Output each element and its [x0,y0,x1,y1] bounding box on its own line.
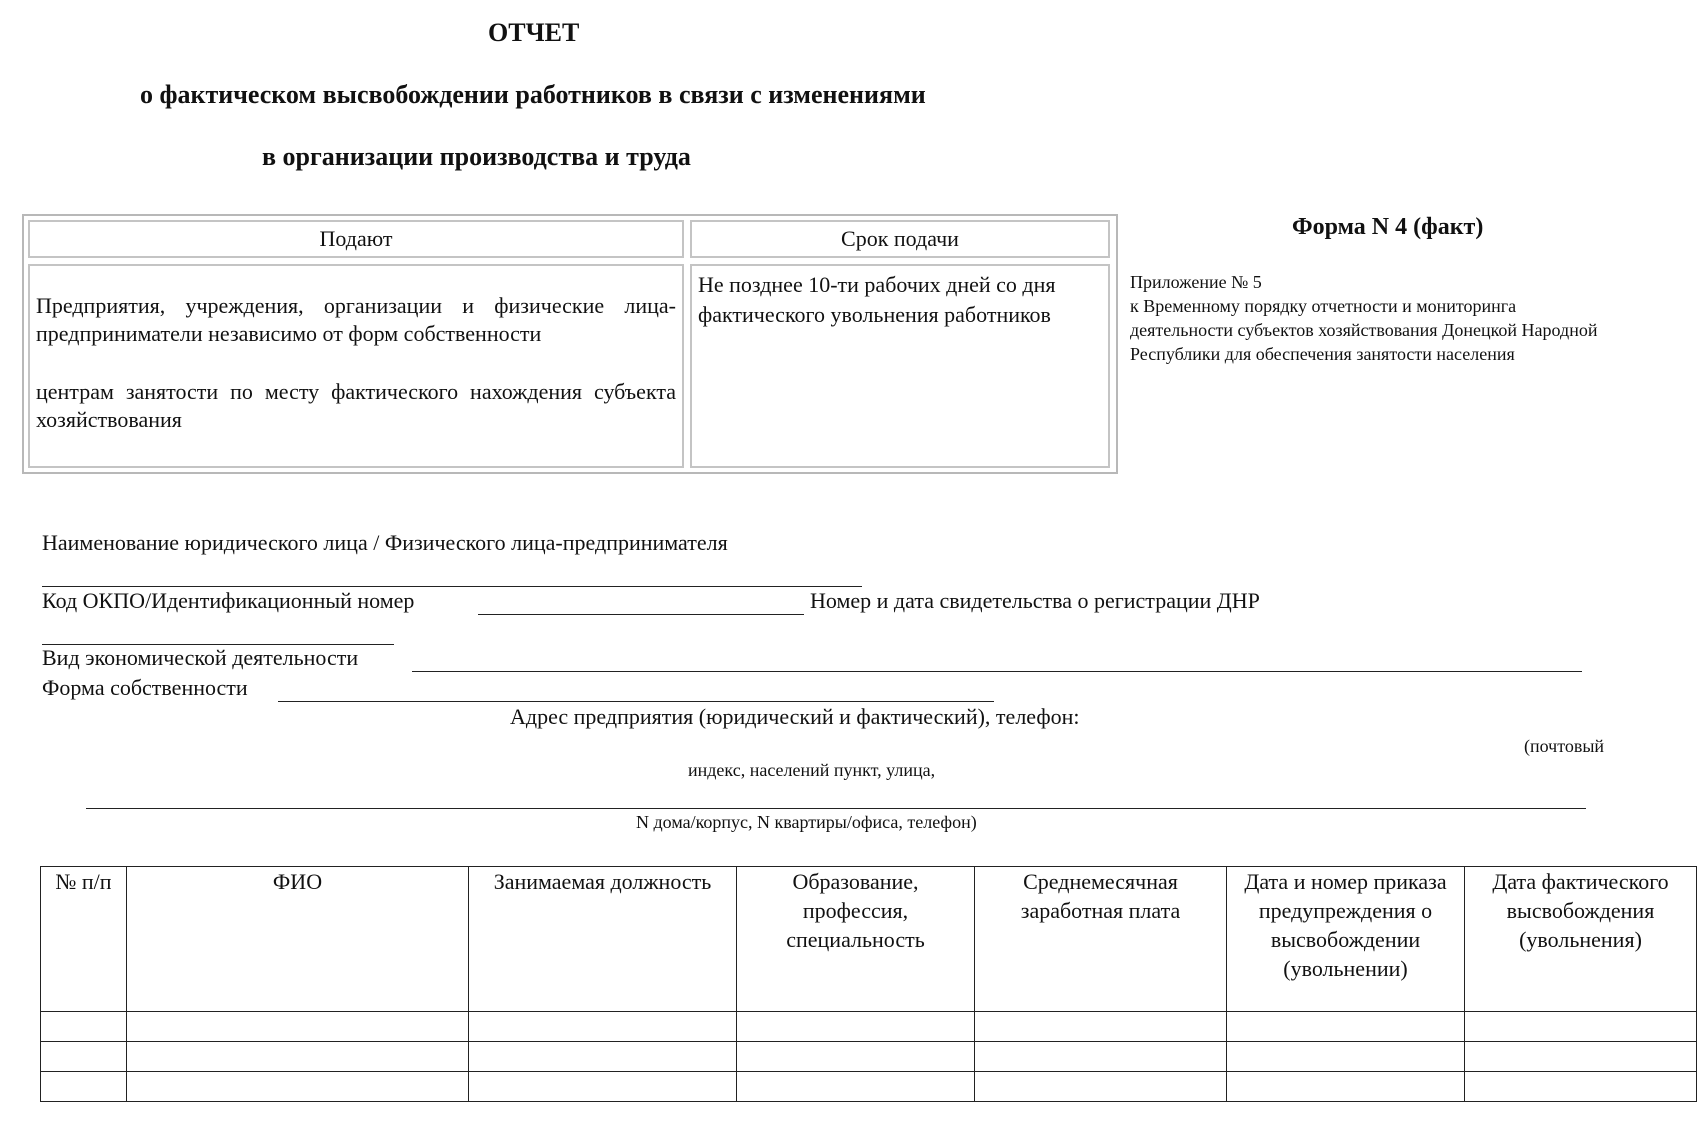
table-cell[interactable] [127,1012,469,1042]
address-hint-postal: (почтовый [1524,736,1605,756]
table-cell[interactable] [1227,1072,1465,1102]
appendix-text: к Временному порядку отчетности и мониторинга деятельности субъектов хозяйствования Донецкой Народной Республики для обеспечения занятости населения [1130,296,1598,364]
report-subtitle-line2: в организации производства и труда [262,142,691,171]
table-cell[interactable] [41,1012,127,1042]
table-cell[interactable] [975,1072,1227,1102]
table-cell[interactable] [975,1012,1227,1042]
submitters-header: Подают [28,220,684,258]
report-title: ОТЧЕТ [488,18,580,47]
submission-table [22,214,1118,474]
table-cell[interactable] [737,1042,975,1072]
address-hint-house: N дома/корпус, N квартиры/офиса, телефон) [636,812,977,832]
table-cell[interactable] [1465,1012,1697,1042]
deadline-header: Срок подачи [690,220,1110,258]
ownership-label: Форма собственности [42,675,248,700]
recipients-text: центрам занятости по месту фактического нахождения субъекта хозяйствования [36,379,676,432]
ownership-input-line[interactable] [278,701,994,702]
submitters-cell [28,264,684,468]
activity-label: Вид экономической деятельности [42,645,359,670]
table-row [41,1072,1697,1102]
entity-name-input-line[interactable] [42,586,862,587]
address-input-line[interactable] [86,808,1586,809]
address-label: Адрес предприятия (юридический и фактический), телефон: [510,704,1080,729]
table-cell[interactable] [975,1042,1227,1072]
table-cell[interactable] [469,1042,737,1072]
table-cell[interactable] [1227,1012,1465,1042]
registration-label: Номер и дата свидетельства о регистрации ДНР [810,588,1260,613]
table-row [41,1012,1697,1042]
employees-table [40,866,1697,1102]
table-cell[interactable] [127,1072,469,1102]
column-header-dismissal-date: Дата фактического высвобождения (увольнения) [1465,867,1697,1012]
table-cell[interactable] [127,1042,469,1072]
table-cell[interactable] [737,1072,975,1102]
address-hint-locality: индекс, населений пункт, улица, [688,760,936,780]
column-header-number: № п/п [41,867,127,1012]
table-cell[interactable] [469,1012,737,1042]
table-cell[interactable] [469,1072,737,1102]
table-cell[interactable] [1227,1042,1465,1072]
form-number: Форма N 4 (факт) [1292,214,1484,240]
table-row [41,1042,1697,1072]
okpo-label: Код ОКПО/Идентификационный номер [42,588,415,613]
column-header-warning-order: Дата и номер приказа предупреждения о высвобождении (увольнении) [1227,867,1465,1012]
column-header-education: Образование, профессия, специальность [737,867,975,1012]
activity-input-line[interactable] [412,671,1582,672]
entity-name-label: Наименование юридического лица / Физического лица-предпринимателя [42,530,728,555]
column-header-salary: Среднемесячная заработная плата [975,867,1227,1012]
submitters-text: Предприятия, учреждения, организации и физические лица-предприниматели независимо от форм собственности [36,293,676,346]
appendix-note [1130,270,1610,366]
report-subtitle-line1: о фактическом высвобождении работников в связи с изменениями [140,80,926,109]
table-cell[interactable] [1465,1072,1697,1102]
table-cell[interactable] [41,1042,127,1072]
deadline-cell: Не позднее 10-ти рабочих дней со дня фактического увольнения работников [690,264,1110,468]
table-cell[interactable] [1465,1042,1697,1072]
appendix-title: Приложение № 5 [1130,272,1262,292]
table-cell[interactable] [41,1072,127,1102]
table-header-row [41,867,1697,1012]
okpo-input-line[interactable] [478,614,804,615]
table-cell[interactable] [737,1012,975,1042]
column-header-position: Занимаемая должность [469,867,737,1012]
column-header-fio: ФИО [127,867,469,1012]
